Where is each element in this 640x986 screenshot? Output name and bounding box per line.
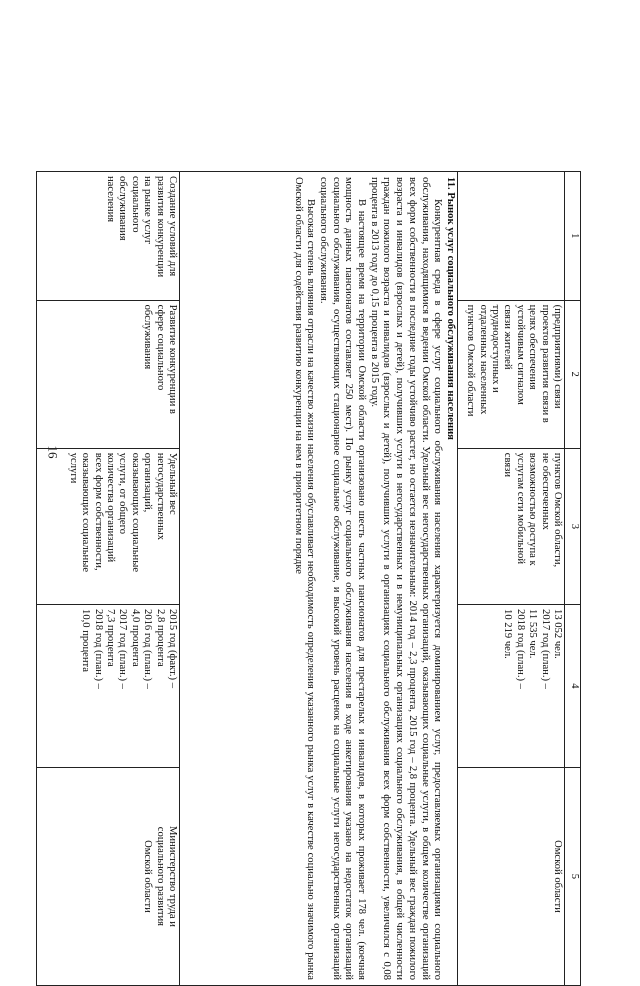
paragraph: Конкурентная среда в сфере услуг социального обслуживания населения характеризуется доминированием услуг, предоставляемых организациями социального обслуживания, находящимися в ведении Омской области. Удельный вес негосударственных организаций, оказывающих социальные услуги, в общем количестве организаций всех форм собственности в последние годы устойчиво растет, но остается незначительным: 2014 год – 2,3 процента, 2015 год – 2,8 процента. Удельный вес граждан пожилого возраста и инвалидов (взрослых и детей), получивших услуги в негосударственных и в немуниципальных организациях социального обслуживания, в общей численности граждан пожилого возраста и инвалидов (взрослых и детей), получивших услуги в организациях социального обслуживания всех форм собственности, увеличился с 0,08 процента в 2013 году до 0,15 процента в 2015 году. [368, 177, 444, 980]
page-number: 16 [45, 445, 60, 459]
table-cell: Развитие конкуренции в сфере социального обслуживания [37, 300, 180, 448]
section-row [180, 172, 458, 986]
section-title: 11. Рынок услуг социального обслуживания населения [445, 177, 456, 440]
column-number: 5 [565, 767, 581, 985]
column-number: 1 [565, 172, 581, 301]
table-cell: Омской области [458, 767, 565, 985]
program-table [36, 171, 581, 986]
table-cell: 2015 год (факт.) – 2,8 процента 2016 год (план.) – 4,0 процента 2017 год (план.) – 7,3 процента 2018 год (план.) – 10,0 процента [37, 605, 180, 768]
column-number: 2 [565, 300, 581, 448]
table-cell: (предприятиями) связи проектов развития связи в целях обеспечения устойчивым сигналом связи жителей труднодоступных и отдаленных населенных пунктов Омской области [458, 300, 565, 448]
column-number: 3 [565, 448, 581, 604]
table-cell: пунктов Омской области, не обеспеченных возможностью доступа к услугам сети мобильной связи [458, 448, 565, 604]
paragraph: В настоящее время на территории Омской области организовано шесть частных пансионатов для престарелых и инвалидов, в которых проживает 178 чел. (коечная мощность данных пансионатов составляет 250 мест). По рынку услуг социального обслуживания населения в ходе анкетирования указано на недостаток организаций социального обслуживания, осуществляющих стационарное социальное обслуживание, и высокий уровень расценок на социальные услуги негосударственных организаций социального обслуживания. [317, 177, 368, 980]
section-text [180, 172, 458, 986]
table-cell: Министерство труда и социального развития Омской области [37, 767, 180, 985]
table-cell: Создание условий для развития конкуренции на рынке услуг социального обслуживания населения [37, 172, 180, 301]
table-header-row [565, 172, 581, 986]
rotated-page-content [36, 171, 581, 986]
column-number: 4 [565, 605, 581, 768]
paragraph: Высокая степень влияния отрасли на качество жизни населения обуславливает необходимость определения указанного рынка услуг в качестве социально значимого рынка Омской области для содействия развитию конкуренции на нем в приоритетном порядке [292, 177, 317, 980]
table-row [458, 172, 565, 986]
table-cell: 13 052 чел. 2017 год (план.) – 11 535 чел. 2018 год (план.) – 10 219 чел. [458, 605, 565, 768]
table-cell [458, 172, 565, 301]
table-row [37, 172, 180, 986]
table-cell: Удельный вес негосударственных организаций, оказывающих социальные услуги, от общего количества организаций всех форм собственности, оказывающих социальные услуги [37, 448, 180, 604]
